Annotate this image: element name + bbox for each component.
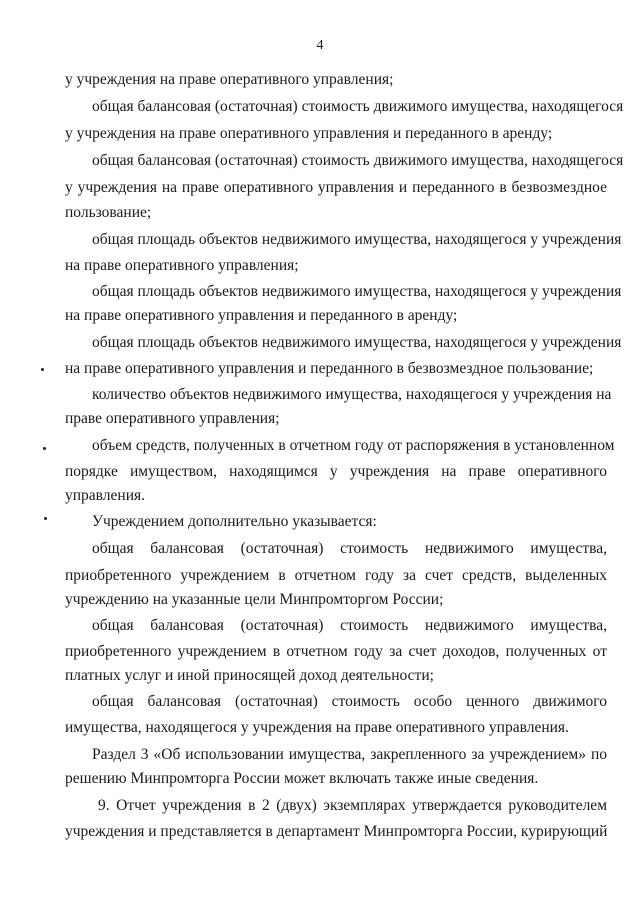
text-line: общая площадь объектов недвижимого имущества, находящегося у учреждения [92,283,622,300]
text-line: общая балансовая (остаточная) стоимость движимого имущества, находящегося [92,98,624,115]
text-line: общая балансовая (остаточная) стоимость движимого имущества, находящегося [92,152,624,169]
page-number: 4 [316,38,324,53]
text-line: управления. [65,487,145,504]
text-line: учреждению на указанные цели Минпромторгом России; [65,591,444,608]
text-line: на праве оперативного управления; [65,257,299,274]
text-line: имущества, находящегося у учреждения на праве оперативного управления. [65,719,569,736]
text-line: Учреждением дополнительно указывается: [92,513,377,530]
text-line: общая площадь объектов недвижимого имущества, находящегося у учреждения [92,334,622,351]
text-line: общая площадь объектов недвижимого имущества, находящегося у учреждения [92,231,622,248]
text-line: на праве оперативного управления и переданного в безвозмездное пользование; [65,360,594,377]
text-line: объем средств, полученных в отчетном году от распоряжения в установленном [92,437,615,454]
text-line: общая балансовая (остаточная) стоимость недвижимого имущества, [92,617,607,634]
text-line: учреждения и представляется в департамент Минпромторга России, курирующий [65,823,608,840]
scan-mark [41,368,44,371]
text-line: общая балансовая (остаточная) стоимость особо ценного движимого [92,693,607,710]
scan-mark [44,517,47,520]
text-line: у учреждения на праве оперативного управления; [65,71,394,88]
text-line: пользование; [65,204,152,221]
text-line: платных услуг и иной приносящей доход деятельности; [65,667,434,684]
text-line: порядке имуществом, находящимся у учреждения на праве оперативного [65,463,607,480]
text-line: приобретенного учреждением в отчетном году за счет доходов, полученных от [65,643,607,660]
text-line: общая балансовая (остаточная) стоимость недвижимого имущества, [92,540,607,557]
text-line: у учреждения на праве оперативного управления и переданного в безвозмездное [65,179,607,196]
text-line: Раздел 3 «Об использовании имущества, закрепленного за учреждением» по [92,746,607,763]
text-line: приобретенного учреждением в отчетном году за счет средств, выделенных [65,567,607,584]
text-line: на праве оперативного управления и переданного в аренду; [65,307,458,324]
scan-mark [43,447,46,450]
text-line: решению Минпромторга России может включать также иные сведения. [65,770,539,787]
text-line: количество объектов недвижимого имущества, находящегося у учреждения на [92,386,612,403]
text-line: 9. Отчет учреждения в 2 (двух) экземплярах утверждается руководителем [98,797,607,814]
text-line: у учреждения на праве оперативного управления и переданного в аренду; [65,125,553,142]
text-line: праве оперативного управления; [65,410,280,427]
